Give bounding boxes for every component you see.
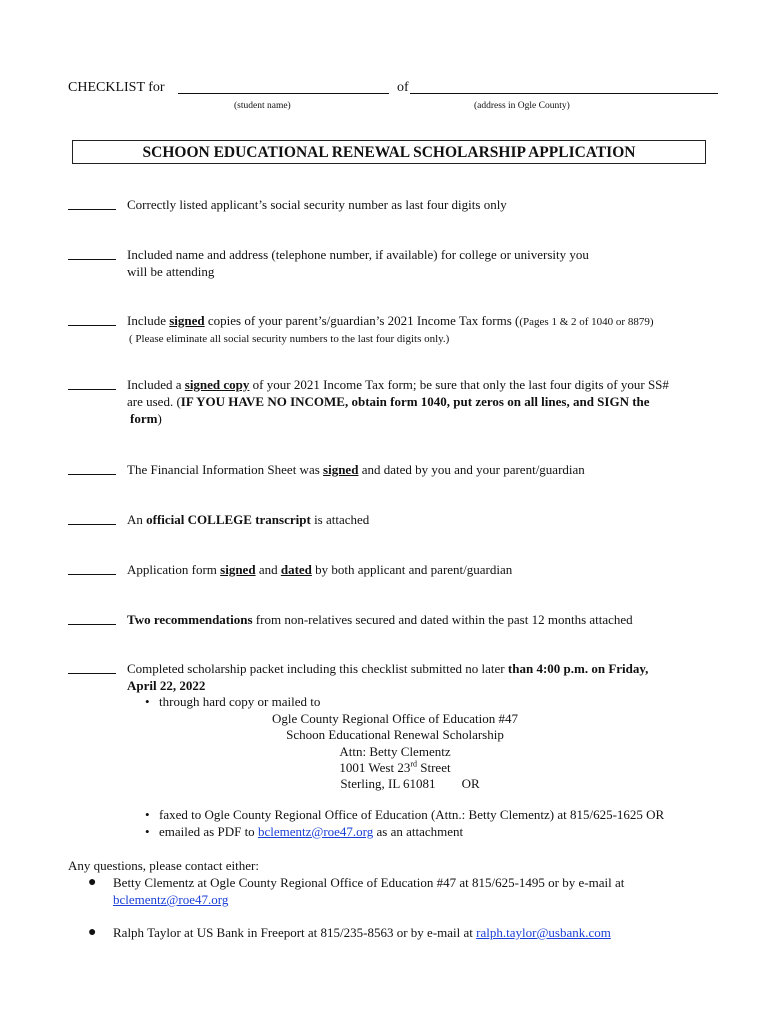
checkbox-blank-5 xyxy=(68,474,116,475)
checkbox-blank-8 xyxy=(68,624,116,625)
mailing-address: Ogle County Regional Office of Education #47 Schoon Educational Renewal Scholarship Attn: Betty Clementz 1001 West 23rd Street Sterling, IL 61081 OR xyxy=(272,711,518,792)
checklist-item-financial-sheet: The Financial Information Sheet was signed and dated by you and your parent/guardian xyxy=(127,462,585,477)
checklist-item-recommendations: Two recommendations from non-relatives secured and dated within the past 12 months attached xyxy=(127,612,633,627)
checkbox-blank-1 xyxy=(68,209,116,210)
list-item: • emailed as PDF to bclementz@roe47.org as an attachment xyxy=(145,824,664,841)
checklist-item-application-form: Application form signed and dated by both applicant and parent/guardian xyxy=(127,562,513,577)
checklist-item-parent-tax: Include signed copies of your parent’s/guardian’s 2021 Income Tax forms ((Pages 1 & 2 of 1040 or 8879) ( Please eliminate all social security numbers to the last four digits only.) xyxy=(127,313,654,345)
checkbox-blank-6 xyxy=(68,524,116,525)
contacts-intro: Any questions, please contact either: xyxy=(68,858,259,873)
checkbox-blank-3 xyxy=(68,325,116,326)
student-name-line xyxy=(178,93,389,94)
student-name-hint: (student name) xyxy=(234,101,291,111)
checklist-label: CHECKLIST for xyxy=(68,80,165,95)
checklist-item-ssn: Correctly listed applicant’s social security number as last four digits only xyxy=(127,197,507,212)
email-link-bclementz[interactable]: bclementz@roe47.org xyxy=(257,823,374,839)
checkbox-blank-9 xyxy=(68,673,116,674)
of-label: of xyxy=(397,80,409,95)
submission-list-mail xyxy=(145,694,320,711)
list-item: • through hard copy or mailed to xyxy=(145,694,320,711)
checkbox-blank-2 xyxy=(68,259,116,260)
bullet-icon: ● xyxy=(88,925,97,940)
checklist-item-college-address: Included name and address (telephone number, if available) for college or university you will be attending xyxy=(127,247,589,279)
checklist-item-packet-deadline: Completed scholarship packet including this checklist submitted no later than 4:00 p.m. on Friday, April 22, 2022 xyxy=(127,661,649,693)
address-hint: (address in Ogle County) xyxy=(474,101,570,111)
address-line xyxy=(410,93,718,94)
checkbox-blank-4 xyxy=(68,389,116,390)
email-link-bclementz-contact[interactable]: bclementz@roe47.org xyxy=(113,892,229,907)
checklist-item-transcript: An official COLLEGE transcript is attached xyxy=(127,512,370,527)
submission-list-fax-email xyxy=(145,807,664,840)
list-item: • faxed to Ogle County Regional Office of Education (Attn.: Betty Clementz) at 815/625-1625 OR xyxy=(145,807,664,824)
contact-betty-clementz: ● Betty Clementz at Ogle County Regional Office of Education #47 at 815/625-1495 or by e-mail at bclementz@roe47.org xyxy=(88,875,625,907)
checklist-item-own-tax: Included a signed copy of your 2021 Income Tax form; be sure that only the last four digits of your SS# are used. (IF YOU HAVE NO INCOME, obtain form 1040, put zeros on all lines, and SIGN the form) xyxy=(127,377,669,426)
page-title: SCHOON EDUCATIONAL RENEWAL SCHOLARSHIP APPLICATION xyxy=(72,140,706,164)
checkbox-blank-7 xyxy=(68,574,116,575)
bullet-icon: ● xyxy=(88,875,97,890)
email-link-ralph-taylor[interactable]: ralph.taylor@usbank.com xyxy=(476,925,611,940)
contact-ralph-taylor: ● Ralph Taylor at US Bank in Freeport at 815/235-8563 or by e-mail at ralph.taylor@usbank.com xyxy=(88,925,611,940)
